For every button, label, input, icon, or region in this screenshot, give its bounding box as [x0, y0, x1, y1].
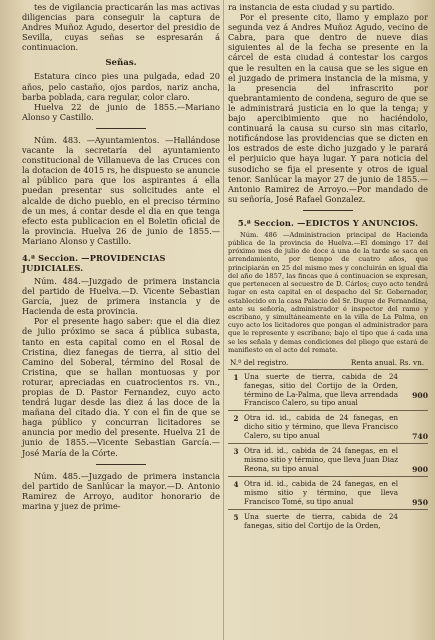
section-heading-providencias: 4.ª Seccion. —PROVIDENCIAS JUDICIALES.: [22, 252, 166, 273]
separator-rule: [96, 464, 146, 465]
notice-484-title: Núm. 484.—Juzgado de primera instancia del partido de Huelva.—D. Vicente Sebastian García, juez de primera instancia y de Hacienda de esta provincia.: [22, 275, 220, 317]
continuation-paragraph: ra instancia de esta ciudad y su partido.: [228, 2, 395, 12]
notice-484-body: Por el presente hago saber: que el dia diez de julio próximo se saca á pública subasta, tanto en esta capital como en el Rosal de Cristina, diez fanegas de tierra, al sitio del Camino del Soberal, término del Rosal de Cristina, que se hallan montuosas y por roturar, apreciadas en cuatrocientos rs. vn., propias de D. Pastor Fernandez, cuyo acto tendrá lugar desde las diez á las doce de la mañana del citado dia. Y con el fin de que se haga público y concurran licitadores se anuncia por medio del presente. Huelva 21 de junio de 1855.—Vicente Sebastian García.—José María de la Córte.: [22, 316, 220, 458]
table-row: [228, 509, 428, 533]
table-row: [228, 410, 428, 443]
right-column: [228, 2, 428, 533]
row-number: 2: [233, 414, 239, 424]
signs-heading: Señas.: [105, 58, 137, 69]
row-number: 5: [233, 513, 239, 523]
separator-rule: [96, 128, 146, 129]
table-row: [228, 476, 428, 509]
section-heading-edictos: 5.ª Seccion. —EDICTOS Y ANUNCIOS.: [237, 217, 419, 228]
row-number: 1: [233, 372, 239, 382]
table-row: [228, 443, 428, 476]
row-rent: 950: [412, 498, 428, 508]
citation-paragraph: Por el presente cito, llamo y emplazo por segunda vez á Andres Muñoz Agudo, vecino de Cabra, para que dentro de nueve dias siguientes al de la fecha se presente en la cárcel de esta ciudad á contestar los cargos que le resulten en la causa que se les sigue en el juzgado de primera instancia de la misma, y la presencia del infrascrito por quebrantamiento de condena, seguro de que se le administrará justicia en lo que la tenga; y bajo apercibimiento que no haciéndolo, continuará la causa su curso sin mas citarlo, notificándose las providencias que se dicten en los estrados de este dicho juzgado y le parará el perjuicio que haya lugar. Y para noticia del susodicho se fija el presente y otros de igual tenor. Sanlúcar la mayor 27 de junio de 1855.—Antonio Ramirez de Arroyo.—Por mandado de su señoría, José Rafael Gonzalez.: [228, 12, 428, 204]
column-divider: [223, 0, 224, 640]
row-description: Una suerte de tierra, cabida de 24 fanegas, sitio del Cortijo de la Orden, término de La-Palma, que lleva arrendada Francisco Calero, su tipo anual: [244, 371, 398, 408]
separator-rule: [303, 210, 353, 211]
row-description: Otra id. id., cabida de 24 fanegas, en dicho sitio y término, que lleva Francisco Calero, su tipo anual: [244, 413, 398, 440]
table-header-rent: Renta anual. Rs. vn.: [350, 357, 424, 367]
signs-paragraph: Estatura cinco pies una pulgada, edad 20 años, pelo castaño, ojos pardos, nariz ancha, barba poblada, cara regular, color claro.: [22, 71, 220, 102]
table-header: [228, 358, 428, 369]
notice-485-title: Núm. 485.—Juzgado de primera instancia del partido de Sanlúcar la mayor.—D. Antonio Ramirez de Arroyo, auditor honorario de marina y juez de prime-: [22, 470, 220, 511]
notice-486: Núm. 486 —Administracion principal de Hacienda pública de la provincia de Huelva.—El domingo 17 del próximo mes de julio de doce á una de la tarde se saca en arrendamiento, por tiempo de cuatro años, que principiarán en 25 del mismo mes y concluirán en igual dia del año de 1857, las fincas que á continuacion se expresan, que pertenecen al secuestro de D. Cárlos; cuyo acto tendrá lugar en esta capital en el despacho del Sr. Gobernador, establecido en la casa Palacio del Sr. Duque de Fernandina, ante su señoría, administrador é inspector del ramo y escribano, y simultáneamente en la villa de La Palma, en cuyo acto los licitadores que pongan el administrador para que le represente y escribano; bajo el tipo que á cada una se les señala y demas condiciones del pliego que estará de manifiesto en el acto del remate.: [228, 230, 428, 354]
intro-paragraph: tes de vigilancia practicarán las mas activas diligencias para conseguir la captura de Andres Muñoz Agudo, desertor del presidio de Sevilla, cuyas señas se espresarán á continuacion.: [22, 2, 220, 53]
row-rent: [398, 513, 428, 531]
row-description: Una suerte de tierra, cabida de 24 fanegas, sitio del Cortijo de la Orden,: [244, 512, 398, 530]
signs-signature: Huelva 22 de junio de 1855.—Mariano Alonso y Castillo.: [22, 101, 220, 122]
property-table: [228, 358, 428, 533]
table-header-registry: N.º del registro.: [230, 357, 289, 367]
row-number: 4: [233, 480, 239, 490]
row-description: Otra id. id., cabida de 24 fanegas, en el mismo sitio y término, que lleva Francisco Tomé, su tipo anual: [244, 479, 398, 506]
left-column: [22, 2, 220, 511]
row-description: Otra id. id., cabida de 24 fanegas, en el mismo sitio y término, que lleva Juan Diaz Reona, su tipo anual: [244, 446, 398, 473]
row-number: 3: [233, 447, 239, 457]
row-rent: 740: [412, 432, 428, 442]
table-row: [228, 369, 428, 410]
notice-483: Núm. 483. —Ayuntamientos. —Hallándose vacante la secretaría del ayuntamiento constitucional de Villanueva de las Cruces con la dotacion de 4015 rs, he dispuesto se anuncie al público para que los aspirantes á ella puedan presentar sus solicitudes ante el alcalde de dicho pueblo, en el preciso término de un mes, á contar desde el dia en que tenga efecto esta publicacion en el Boletin oficial de la provincia. Huelva 26 de junio de 1855.—Mariano Alonso y Castillo.: [22, 134, 220, 246]
row-rent: 900: [412, 465, 428, 475]
row-rent: 900: [412, 390, 428, 400]
